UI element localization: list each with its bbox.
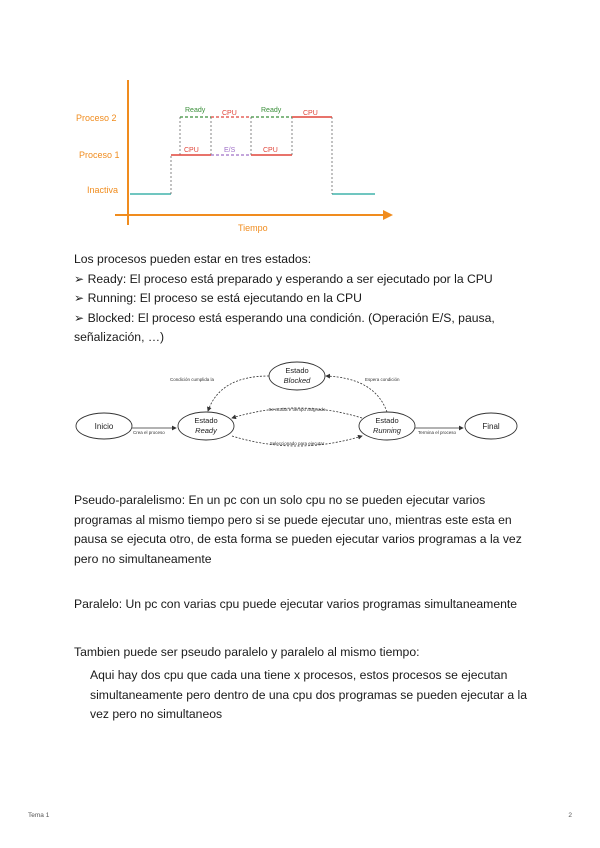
state-diagram	[70, 358, 520, 458]
paralelo-paragraph	[74, 595, 517, 615]
y-label-proceso1: Proceso 1	[79, 150, 120, 160]
states-line: ➢ Running: El proceso se está ejecutando en la CPU	[74, 291, 362, 305]
pseudo-line: Pseudo-paralelismo: En un pc con un solo cpu no se pueden ejecutar varios	[74, 493, 486, 507]
cpu-label-a: CPU	[222, 110, 237, 117]
cpu-label-c: CPU	[184, 147, 199, 154]
cpu-label-d: CPU	[263, 147, 278, 154]
pseudo-line: pausa se ejecuta otro, de esta forma se pueden ejecutar varios programas a la vez	[74, 532, 522, 546]
ejemplo-paragraph	[90, 666, 527, 725]
ambos-paragraph	[74, 643, 420, 663]
node-ready-label-1: Estado	[194, 416, 218, 425]
cpu-label-b: CPU	[303, 110, 318, 117]
x-label-tiempo: Tiempo	[238, 223, 268, 233]
edge-espera-cond-label: Espera condición	[365, 377, 400, 382]
ejemplo-line: Aqui hay dos cpu que cada una tiene x procesos, estos procesos se ejecutan	[90, 668, 508, 682]
es-label: E/S	[224, 147, 236, 154]
node-inicio-label: Inicio	[94, 422, 114, 431]
paralelo-line: Paralelo: Un pc con varias cpu puede ejecutar varios programas simultaneamente	[74, 597, 518, 611]
edge-asigna-label: Se acaba e tiempo asignado	[268, 407, 326, 412]
edge-cond-cumplida-label: Condición cumplida la	[170, 377, 215, 382]
edge-crea-label: Crea el proceso	[133, 430, 165, 435]
edge-termina-label: Termina el proceso	[418, 430, 457, 435]
y-label-proceso2: Proceso 2	[76, 113, 117, 123]
pseudo-line: programas al mismo tiempo pero si se puede ejecutar uno, mientras este esta en	[74, 512, 512, 527]
ready-label-b: Ready	[261, 107, 282, 114]
states-line: señalización, …)	[74, 330, 165, 344]
edge-cond-cumplida	[208, 376, 269, 411]
timeline-diagram	[70, 75, 400, 235]
y-label-inactiva: Inactiva	[87, 185, 119, 195]
ejemplo-line: vez pero no simultaneos	[90, 707, 223, 721]
states-line: ➢ Blocked: El proceso está esperando una condición. (Operación E/S, pausa,	[74, 310, 495, 325]
node-blocked-label-1: Estado	[285, 366, 309, 375]
ejemplo-line: simultaneamente pero dentro de una cpu dos programas se pueden ejecutar a la	[90, 687, 528, 702]
node-blocked-label-2: Blocked	[283, 376, 311, 385]
pseudo-line: pero no simultaneamente	[74, 551, 212, 566]
states-line: ➢ Ready: El proceso está preparado y esperando a ser ejecutado por la CPU	[74, 271, 493, 286]
ready-label-a: Ready	[185, 107, 206, 114]
edge-selecc-label: Seleccionado para ejecutar	[269, 441, 325, 446]
states-line: Los procesos pueden estar en tres estados:	[74, 252, 312, 266]
node-final-label: Final	[482, 422, 500, 431]
ambos-line: Tambien puede ser pseudo paralelo y paralelo al mismo tiempo:	[74, 645, 420, 659]
footer-page-number: 2	[568, 812, 572, 819]
states-intro	[74, 250, 495, 348]
pseudo-paragraph	[74, 491, 522, 569]
node-ready-label-2: Ready	[195, 426, 217, 435]
node-running-label-1: Estado	[375, 416, 399, 425]
footer-left: Tema 1	[28, 812, 50, 819]
x-axis-arrow-icon	[383, 210, 393, 220]
node-running-label-2: Running	[373, 426, 401, 435]
